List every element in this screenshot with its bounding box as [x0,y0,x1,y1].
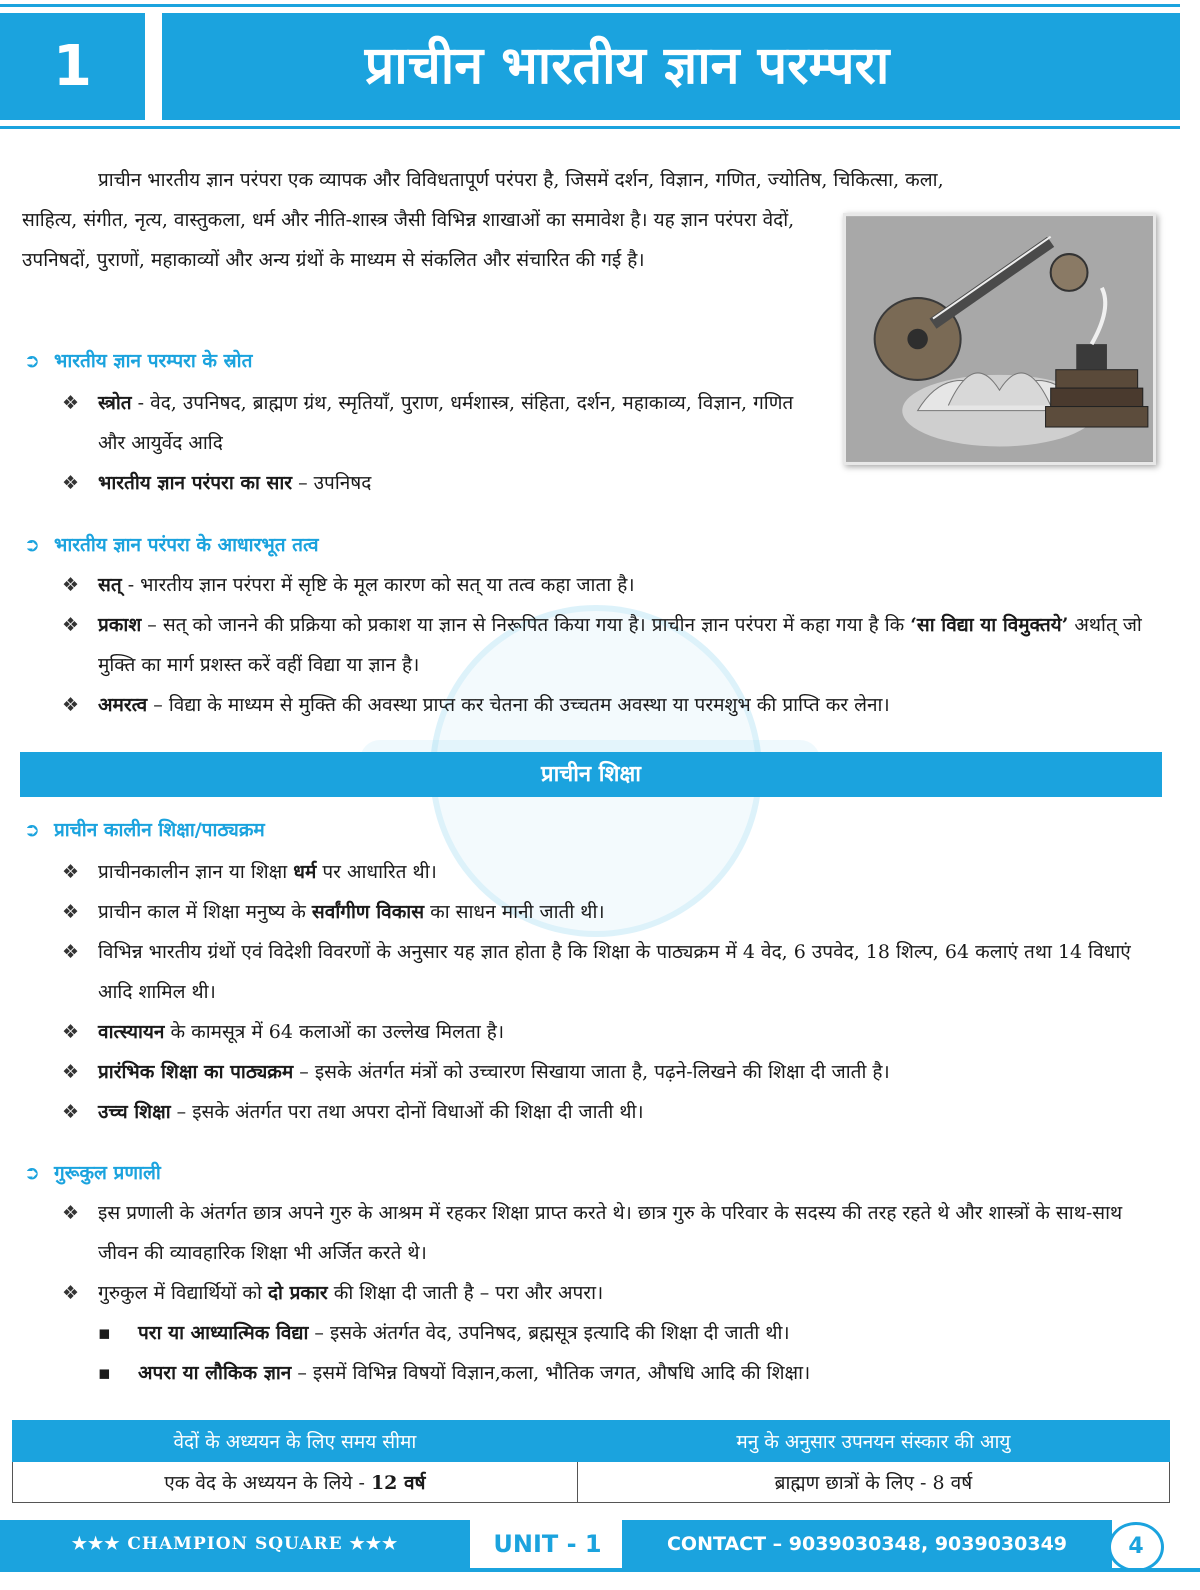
diamond-bullet-icon: ❖ [62,392,80,414]
table-header-cell: मनु के अनुसार उपनयन संस्कार की आयु [577,1421,1169,1462]
cell-text: एक वेद के अध्ययन के लिये - [164,1472,371,1494]
list-item [62,892,1162,932]
item-term: स्त्रोत [98,392,132,414]
list-item [62,852,1162,892]
item-text: - वेद, उपनिषद, ब्राह्मण ग्रंथ, स्मृतियाँ, पुराण, धर्मशास्त्र, संहिता, दर्शन, महाकाव्य, विज्ञान, गणित और आयुर्वेद आदि [98,392,794,454]
heading-elements [24,530,319,560]
item-term: प्रकाश [98,614,142,636]
item-text: इस प्रणाली के अंतर्गत छात्र अपने गुरु के आश्रम में रहकर शिक्षा प्राप्त करते थे। छात्र गुरु के परिवार के सदस्य की तरह रहते थे और शास्त्रों के साथ-साथ जीवन की व्यावहारिक शिक्षा भी अर्जित करते थे। [98,1202,1123,1264]
item-term: सर्वांगीण विकास [311,901,425,923]
chapter-number: 1 [53,34,92,99]
veena-books-illustration [843,213,1156,465]
list-item [62,1092,1162,1132]
diamond-bullet-icon: ❖ [62,694,80,716]
intro-line-1: प्राचीन भारतीय ज्ञान परंपरा एक व्यापक और विविधतापूर्ण परंपरा है, जिसमें दर्शन, विज्ञान, गणित, ज्योतिष, चिकित्सा, कला, [98,169,944,191]
elements-list [62,565,1162,725]
chapter-title: प्राचीन भारतीय ज्ञान परम्परा [364,36,890,96]
diamond-bullet-icon: ❖ [62,614,80,636]
page-footer [0,1520,1200,1568]
arrow-icon: ➲ [24,819,40,841]
diamond-bullet-icon: ❖ [62,574,80,596]
item-text: प्राचीन काल में शिक्षा मनुष्य के [98,901,312,923]
diamond-bullet-icon: ❖ [62,1202,80,1224]
item-text: प्राचीनकालीन ज्ञान या शिक्षा [98,861,294,883]
gurukul-list [62,1193,1162,1393]
item-term: सत् [98,574,122,596]
item-text: – विद्या के माध्यम से मुक्ति की अवस्था प्राप्त कर चेतना की उच्चतम अवस्था या परमशुभ की प्राप्ति कर लेना। [147,694,890,716]
heading-curriculum [24,815,265,845]
list-item [62,1193,1162,1273]
heading-elements-text: भारतीय ज्ञान परंपरा के आधारभूत तत्व [54,534,319,556]
study-duration-table [12,1420,1170,1503]
item-term: परा या आध्यात्मिक विद्या [138,1322,309,1344]
diamond-bullet-icon: ❖ [62,941,80,963]
diamond-bullet-icon: ❖ [62,861,80,883]
diamond-bullet-icon: ❖ [62,1101,80,1123]
item-text: - भारतीय ज्ञान परंपरा में सृष्टि के मूल कारण को सत् या तत्व कहा जाता है। [121,574,635,596]
page-number: 4 [1108,1522,1164,1572]
table-cell [577,1462,1169,1503]
item-text: – इसके अंतर्गत मंत्रों को उच्चारण सिखाया जाता है, पढ़ने-लिखने की शिक्षा दी जाती है। [293,1061,890,1083]
sub-list-item [62,1353,1162,1393]
veena-illustration-icon [846,216,1153,462]
arrow-icon: ➲ [24,534,40,556]
list-item [62,1273,1162,1313]
diamond-bullet-icon: ❖ [62,901,80,923]
list-item [62,605,1162,685]
item-text: – सत् को जानने की प्रक्रिया को प्रकाश या ज्ञान से निरूपित किया गया है। प्राचीन ज्ञान परंपरा में कहा गया है कि [141,614,911,636]
item-term: वात्स्यायन [98,1021,165,1043]
item-text: की शिक्षा दी जाती है – परा और अपरा। [327,1282,604,1304]
item-text: – इसके अंतर्गत वेद, उपनिषद, ब्रह्मसूत्र इत्यादि की शिक्षा दी जाती थी। [308,1322,790,1344]
cell-text: ब्राह्मण छात्रों के लिए - 8 वर्ष [774,1472,973,1494]
curriculum-list [62,852,1162,1132]
sources-list [62,383,822,503]
item-term: भारतीय ज्ञान परंपरा का सार [98,472,293,494]
footer-contact: CONTACT – 9039030348, 9039030349 [666,1533,1068,1555]
item-text: – उपनिषद [292,472,372,494]
heading-gurukul-text: गुरूकुल प्रणाली [54,1162,161,1184]
item-term: उच्च शिक्षा [98,1101,171,1123]
heading-sources [24,346,252,376]
diamond-bullet-icon: ❖ [62,472,80,494]
item-term: प्रारंभिक शिक्षा का पाठ्यक्रम [98,1061,294,1083]
item-term: अमरत्व [98,694,148,716]
item-term: दो प्रकार [267,1282,328,1304]
item-quote: ‘सा विद्या या विमुक्तये’ [910,614,1069,636]
list-item [62,463,822,503]
list-item [62,565,1162,605]
heading-curriculum-text: प्राचीन कालीन शिक्षा/पाठ्यक्रम [54,819,265,841]
footer-brand: ★★★ CHAMPION SQUARE ★★★ [71,1534,399,1554]
item-text: अर्थात् जो मुक्ति का मार्ग प्रशस्त करें वहीं विद्या या ज्ञान है। [98,614,1142,676]
list-item [62,1052,1162,1092]
item-term: अपरा या लौकिक ज्ञान [138,1362,292,1384]
diamond-bullet-icon: ❖ [62,1061,80,1083]
item-text: पर आधारित थी। [316,861,437,883]
table-row [13,1462,1170,1503]
item-text: – इसमें विभिन्न विषयों विज्ञान,कला, भौतिक जगत, औषधि आदि की शिक्षा। [291,1362,811,1384]
arrow-icon: ➲ [24,1162,40,1184]
item-text: का साधन मानी जाती थी। [424,901,605,923]
band-title: प्राचीन शिक्षा [541,762,641,787]
diamond-bullet-icon: ❖ [62,1282,80,1304]
diamond-bullet-icon: ❖ [62,1021,80,1043]
item-text: – इसके अंतर्गत परा तथा अपरा दोनों विधाओं की शिक्षा दी जाती थी। [170,1101,644,1123]
item-text: गुरुकुल में विद्यार्थियों को [98,1282,268,1304]
arrow-icon: ➲ [24,350,40,372]
item-text: विभिन्न भारतीय ग्रंथों एवं विदेशी विवरणों के अनुसार यह ज्ञात होता है कि शिक्षा के पाठ्यक्रम में 4 वेद, 6 उपवेद, 18 शिल्प, 64 कलाएं तथा 14 विधाएं आदि शामिल थी। [98,941,1131,1003]
square-bullet-icon: ▪ [98,1362,111,1384]
item-term: धर्म [293,861,317,883]
table-header-cell: वेदों के अध्ययन के लिए समय सीमा [13,1421,578,1462]
list-item [62,1012,1162,1052]
list-item [62,685,1162,725]
heading-sources-text: भारतीय ज्ञान परम्परा के स्रोत [54,350,253,372]
sub-list-item [62,1313,1162,1353]
square-bullet-icon: ▪ [98,1322,111,1344]
footer-unit: UNIT - 1 [493,1530,602,1558]
heading-gurukul [24,1158,161,1188]
footer-bottom-rule [0,1568,1200,1572]
item-text: के कामसूत्र में 64 कलाओं का उल्लेख मिलता है। [164,1021,505,1043]
table-cell [13,1462,578,1503]
intro-first-line [22,160,1162,200]
list-item [62,383,822,463]
cell-value: 12 वर्ष [370,1472,426,1494]
intro-paragraph: साहित्य, संगीत, नृत्य, वास्तुकला, धर्म और नीति-शास्त्र जैसी विभिन्न शाखाओं का समावेश है। यह ज्ञान परंपरा वेदों, उपनिषदों, पुराणों, महाकाव्यों और अन्य ग्रंथों के माध्यम से संकलित और संचारित की गई है। [22,209,795,271]
list-item [62,932,1162,1012]
table-header-row [13,1421,1170,1462]
